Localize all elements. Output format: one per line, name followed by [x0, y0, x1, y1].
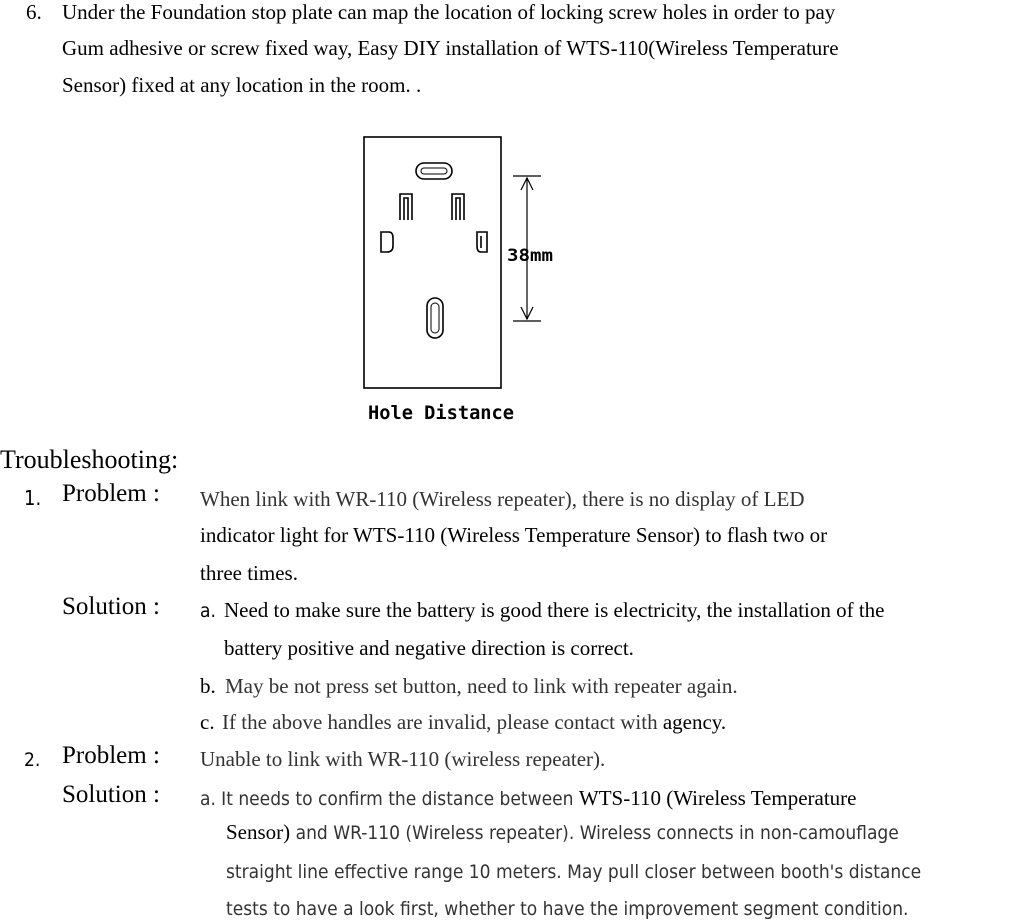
right-clip [452, 194, 464, 220]
mounting-plate-outline [364, 137, 501, 388]
problem-1-line-2: indicator light for WTS-110 (Wireless Temperature Sensor) to flash two or [200, 523, 828, 547]
solution-1b-line: May be not press set button, need to link with repeater again. [225, 674, 738, 698]
bottom-slot [427, 298, 443, 338]
item6-line-1: Under the Foundation stop plate can map the location of locking screw holes in order to pay [62, 0, 836, 24]
item6-line-3: Sensor) fixed at any location in the room. . [62, 73, 422, 97]
solution-1c-emph: agency. [662, 710, 727, 734]
figure-caption: Hole Distance [368, 402, 514, 424]
solution-2a-line-4: tests to have a look first, whether to have the improvement segment condition. [226, 898, 909, 920]
solution-1a-line-1: Need to make sure the battery is good there is electricity, the installation of the [224, 598, 885, 622]
dimension-label: 38mm [507, 246, 553, 266]
item6-line-2: Gum adhesive or screw fixed way, Easy DIY installation of WTS-110(Wireless Temperature [62, 36, 839, 60]
solution-2a-line-2 [226, 820, 899, 845]
hole-distance-figure [355, 128, 565, 428]
solution-2a-line-1a: It needs to confirm the distance between [221, 788, 579, 810]
solution-2a-line-1 [200, 786, 857, 811]
solution-1c-text: If the above handles are invalid, please contact with [222, 710, 663, 734]
solution-2a-line-2b: and WR-110 (Wireless repeater). Wireless connects in non-camouflage [290, 822, 899, 844]
solution-label: Solution : [62, 781, 160, 808]
solution-1c-prefix: c. [200, 710, 215, 734]
solution-label: Solution : [62, 593, 160, 620]
solution-2a-line-1b: WTS-110 (Wireless Temperature [578, 786, 857, 810]
list-number-2: 2. [24, 749, 41, 771]
troubleshooting-heading: Troubleshooting: [0, 445, 179, 474]
solution-2a-prefix: a. [200, 788, 216, 810]
problem-2-line-1: Unable to link with WR-110 (wireless repeater). [200, 747, 606, 771]
problem-label: Problem : [62, 480, 160, 507]
problem-1-line-1: When link with WR-110 (Wireless repeater), there is no display of LED [200, 487, 805, 511]
problem-1-line-3: three times. [200, 561, 298, 585]
solution-1a-line-2: battery positive and negative direction is correct. [224, 636, 634, 660]
solution-2a-line-2a: Sensor) [226, 820, 291, 844]
problem-label: Problem : [62, 742, 160, 769]
solution-1c-line [222, 710, 726, 735]
list-number-6: 6. [26, 0, 42, 24]
left-hook [381, 232, 393, 252]
left-clip [400, 194, 412, 220]
solution-1b-prefix: b. [200, 674, 216, 698]
list-number-1: 1. [24, 486, 42, 510]
right-hook [477, 232, 487, 252]
solution-2a-line-3: straight line effective range 10 meters. May pull closer between booth's distance [226, 861, 922, 883]
solution-1a-prefix: a. [200, 600, 216, 622]
